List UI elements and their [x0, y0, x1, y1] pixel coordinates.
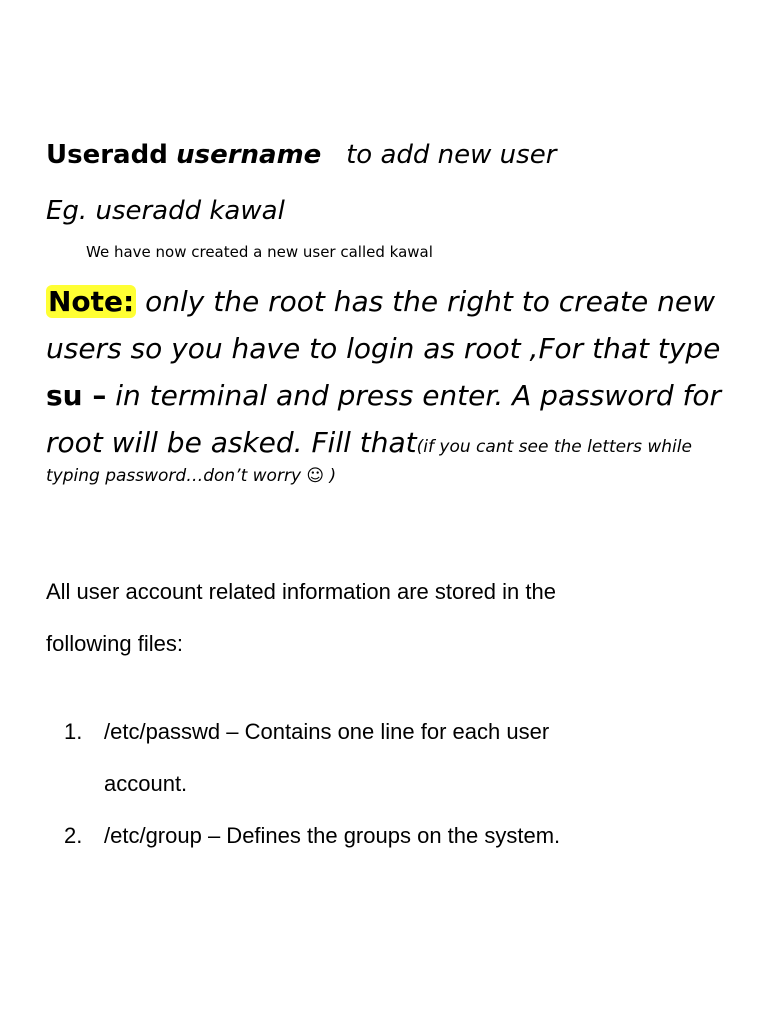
- note-line-4: root will be asked. Fill that: [46, 426, 417, 459]
- su-command: su –: [46, 379, 107, 412]
- heading-argument: username: [176, 140, 322, 170]
- example-note: We have now created a new user called kawal: [86, 243, 433, 261]
- heading-command: Useradd: [46, 140, 168, 170]
- paragraph-line-2: following files:: [46, 631, 183, 656]
- note-line-1: only the root has the right to create new: [136, 285, 715, 318]
- note-paragraph: [46, 278, 746, 471]
- list-text: /etc/passwd – Contains one line for each user: [104, 719, 550, 744]
- heading-line: [46, 140, 556, 170]
- example-line: Eg. useradd kawal: [46, 196, 285, 226]
- note-line-2: users so you have to login as root ,For that type: [46, 332, 721, 365]
- note-aside-continued: typing password…don’t worry ☺ ): [46, 466, 337, 486]
- note-aside: (if you cant see the letters while: [416, 437, 692, 457]
- paragraph-line-1: All user account related information are stored in the: [46, 579, 556, 604]
- note-label-highlight: Note:: [48, 285, 135, 318]
- heading-description: to add new user: [346, 140, 557, 170]
- list-number: 1.: [64, 719, 83, 744]
- list-item: [64, 823, 560, 849]
- list-text: /etc/group – Defines the groups on the system.: [104, 823, 561, 848]
- list-number: 2.: [64, 823, 83, 848]
- note-line-3: in terminal and press enter. A password for: [106, 379, 722, 412]
- list-item: [64, 719, 549, 745]
- list-item-continuation: account.: [104, 771, 188, 796]
